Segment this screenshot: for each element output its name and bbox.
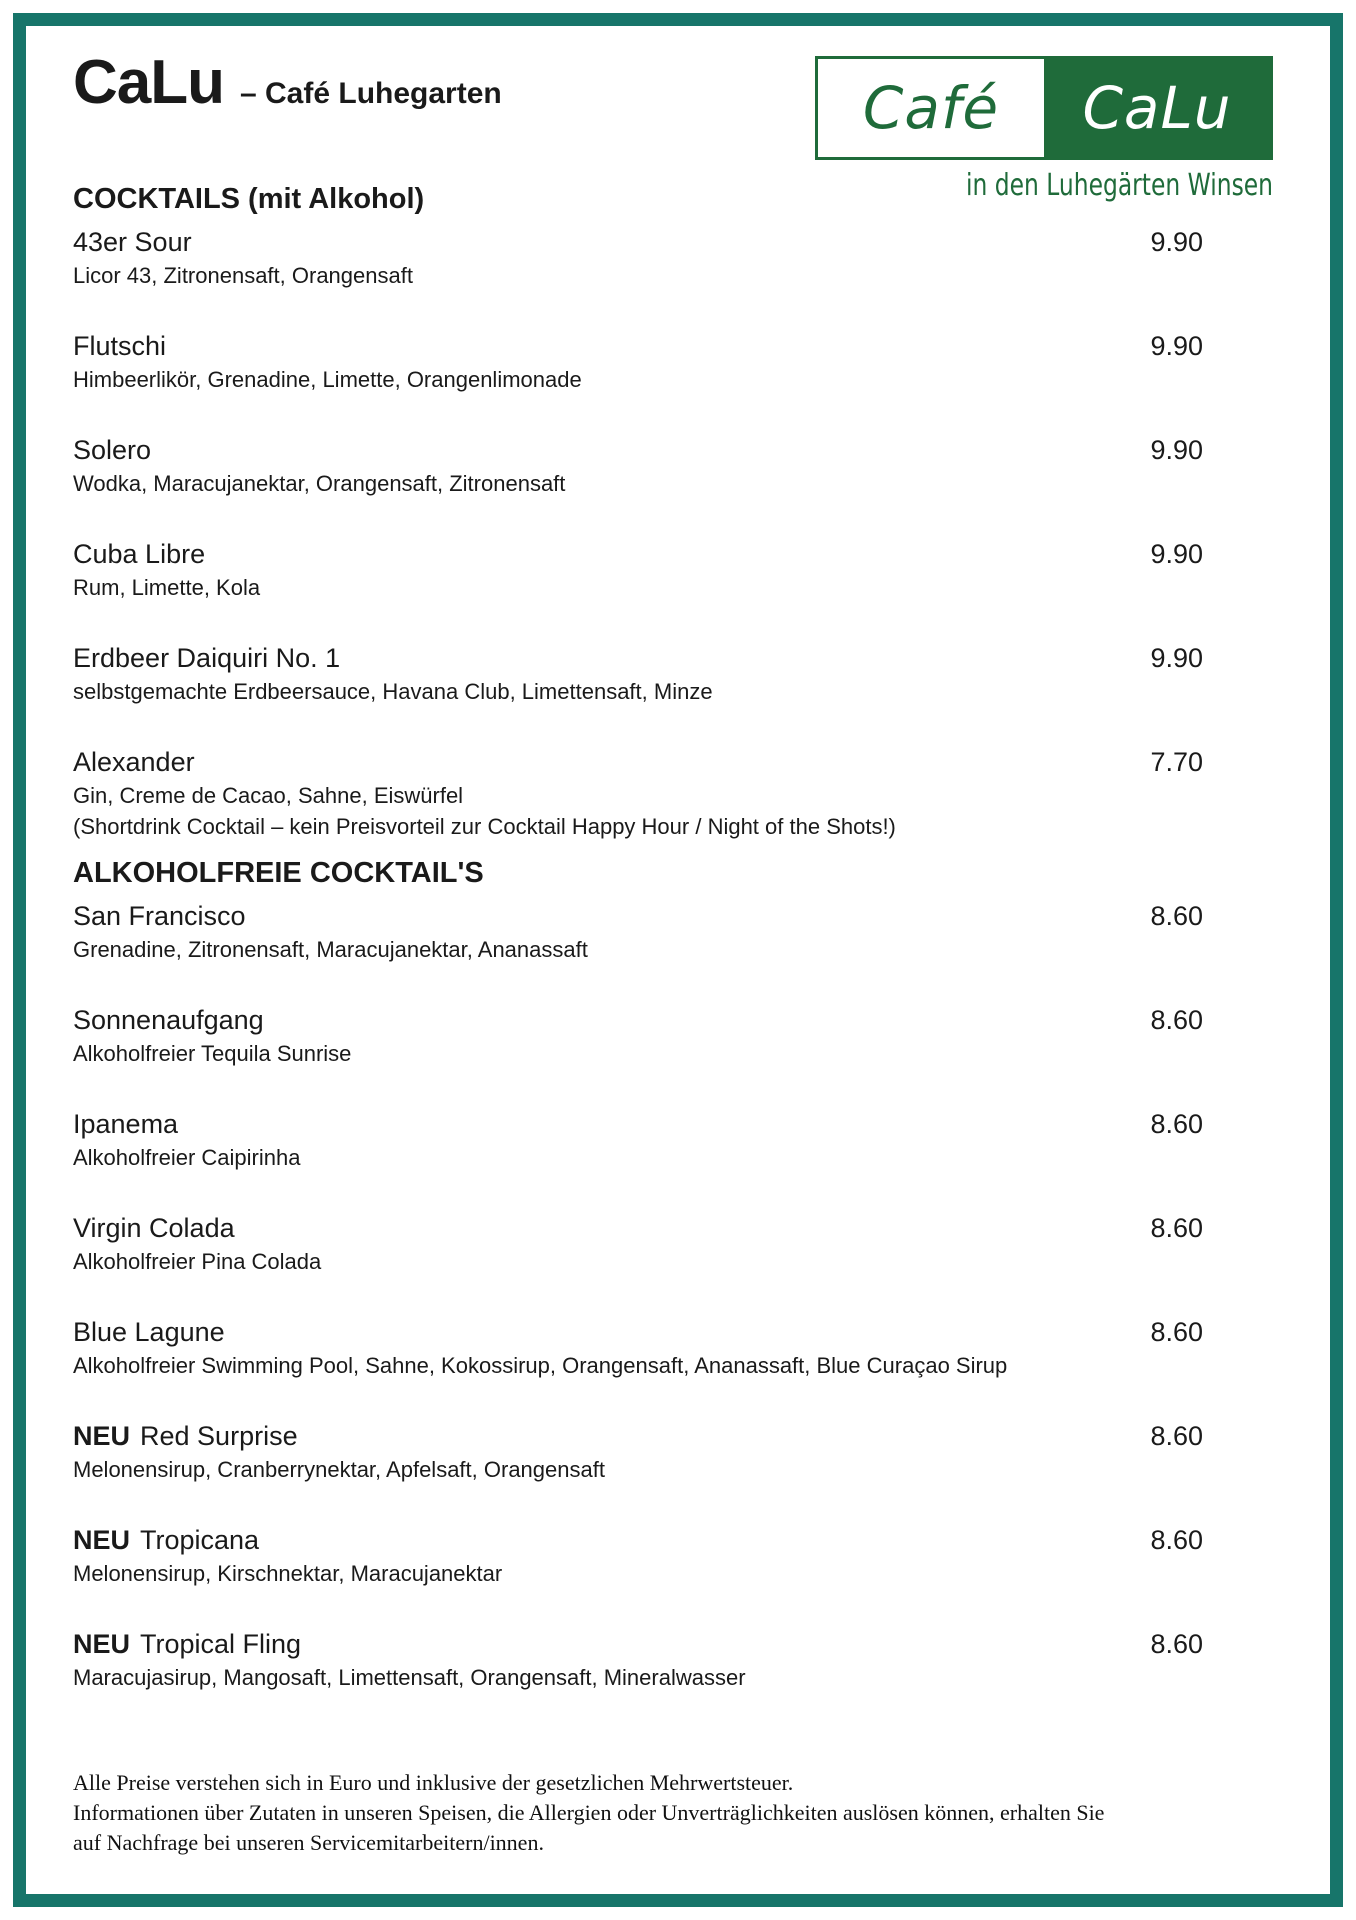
item-ingredients: Grenadine, Zitronensaft, Maracujanektar, Ananassaft — [73, 937, 588, 962]
item-name-text: Flutschi — [73, 331, 167, 361]
section-heading: ALKOHOLFREIE COCKTAIL'S — [73, 857, 484, 889]
item-ingredients: Rum, Limette, Kola — [73, 575, 261, 600]
item-ingredients: Alkoholfreier Tequila Sunrise — [73, 1041, 352, 1066]
item-ingredients: Wodka, Maracujanektar, Orangensaft, Zitronensaft — [73, 471, 566, 496]
item-price: 8.60 — [1150, 1213, 1203, 1243]
menu-item-row — [73, 1002, 1203, 1038]
item-name — [73, 536, 205, 572]
menu-item — [73, 744, 1203, 842]
item-price: 8.60 — [1150, 1005, 1203, 1035]
item-price: 8.60 — [1150, 1421, 1203, 1451]
menu-item-row — [73, 1210, 1203, 1246]
menu-item — [73, 640, 1203, 707]
item-name-text: San Francisco — [73, 901, 246, 931]
menu-item-row — [73, 898, 1203, 934]
menu-page-content — [73, 0, 1203, 1730]
page-title — [73, 0, 1203, 180]
menu-item-row — [73, 328, 1203, 364]
menu-item — [73, 1314, 1203, 1381]
item-name — [73, 1106, 178, 1142]
logo-calu-text: CaLu — [1082, 74, 1232, 142]
menu-item — [73, 898, 1203, 965]
new-badge: NEU — [73, 1629, 131, 1659]
item-price: 9.90 — [1150, 643, 1203, 673]
item-name-text: Ipanema — [73, 1109, 179, 1139]
item-name-text: Alexander — [73, 747, 195, 777]
item-name-text: Erdbeer Daiquiri No. 1 — [73, 643, 341, 673]
item-name — [73, 898, 246, 934]
footer-line: Informationen über Zutaten in unseren Speisen, die Allergien oder Unverträglichkeiten auslösen können, erhalten Sie — [73, 1800, 1105, 1825]
page-title-main: CaLu — [73, 48, 224, 117]
item-name-text: Tropical Fling — [140, 1629, 302, 1659]
item-name — [73, 1210, 235, 1246]
item-name — [73, 1626, 301, 1662]
item-name-text: Solero — [73, 435, 152, 465]
menu-item — [73, 1522, 1203, 1589]
item-name — [73, 1418, 298, 1454]
new-badge: NEU — [73, 1525, 131, 1555]
menu-item — [73, 432, 1203, 499]
menu-item-row — [73, 432, 1203, 468]
item-name — [73, 328, 166, 364]
item-price: 7.70 — [1150, 747, 1203, 777]
menu-item — [73, 224, 1203, 291]
item-name-text: Red Surprise — [140, 1421, 298, 1451]
item-ingredients: Alkoholfreier Swimming Pool, Sahne, Kokossirup, Orangensaft, Ananassaft, Blue Curaçao Sirup — [73, 1353, 1008, 1378]
item-price: 8.60 — [1150, 1317, 1203, 1347]
menu-item-row — [73, 1626, 1203, 1662]
menu-item — [73, 1106, 1203, 1173]
item-name-text: Tropicana — [140, 1525, 260, 1555]
item-ingredients: selbstgemachte Erdbeersauce, Havana Club, Limettensaft, Minze — [73, 679, 713, 704]
menu-item — [73, 536, 1203, 603]
menu-item-row — [73, 640, 1203, 676]
item-ingredients: Melonensirup, Kirschnektar, Maracujanektar — [73, 1561, 503, 1586]
footer-line: Alle Preise verstehen sich in Euro und inklusive der gesetzlichen Mehrwertsteuer. — [73, 1770, 794, 1795]
menu-item-row — [73, 1522, 1203, 1558]
item-name-text: Blue Lagune — [73, 1317, 225, 1347]
item-name-text: Sonnenaufgang — [73, 1005, 264, 1035]
item-ingredients: Maracujasirup, Mangosaft, Limettensaft, Orangensaft, Mineralwasser — [73, 1665, 746, 1690]
footer-legal-text — [73, 1768, 1301, 1858]
item-ingredients: Himbeerlikör, Grenadine, Limette, Orangenlimonade — [73, 367, 582, 392]
menu-item — [73, 328, 1203, 395]
menu-item — [73, 1210, 1203, 1277]
menu — [73, 180, 1203, 1693]
logo-cafe-text: Café — [862, 74, 1000, 142]
menu-item — [73, 1002, 1203, 1069]
menu-item-row — [73, 224, 1203, 260]
item-ingredients: Alkoholfreier Pina Colada — [73, 1249, 322, 1274]
item-price: 8.60 — [1150, 1525, 1203, 1555]
item-name — [73, 224, 192, 260]
item-price: 8.60 — [1150, 901, 1203, 931]
item-price: 8.60 — [1150, 1629, 1203, 1659]
item-ingredients: Gin, Creme de Cacao, Sahne, Eiswürfel — [73, 783, 464, 808]
item-price: 9.90 — [1150, 331, 1203, 361]
new-badge: NEU — [73, 1421, 131, 1451]
item-name — [73, 640, 340, 676]
item-ingredients: Alkoholfreier Caipirinha — [73, 1145, 301, 1170]
item-name — [73, 1522, 259, 1558]
menu-item-row — [73, 1418, 1203, 1454]
logo-tagline: in den Luhegärten Winsen — [965, 168, 1273, 203]
item-name — [73, 744, 195, 780]
menu-item-row — [73, 744, 1203, 780]
menu-item-row — [73, 536, 1203, 572]
item-note: (Shortdrink Cocktail – kein Preisvorteil zur Cocktail Happy Hour / Night of the Shots!) — [73, 814, 896, 839]
item-name-text: Cuba Libre — [73, 539, 206, 569]
menu-item-row — [73, 1314, 1203, 1350]
menu-item — [73, 1626, 1203, 1693]
item-price: 9.90 — [1150, 539, 1203, 569]
section-heading: COCKTAILS (mit Alkohol) — [73, 183, 425, 215]
item-ingredients: Licor 43, Zitronensaft, Orangensaft — [73, 263, 413, 288]
item-name-text: Virgin Colada — [73, 1213, 235, 1243]
item-price: 9.90 — [1150, 435, 1203, 465]
item-name — [73, 1002, 264, 1038]
item-price: 8.60 — [1150, 1109, 1203, 1139]
item-name — [73, 1314, 225, 1350]
item-name — [73, 432, 151, 468]
item-ingredients: Melonensirup, Cranberrynektar, Apfelsaft, Orangensaft — [73, 1457, 605, 1482]
item-name-text: 43er Sour — [73, 227, 192, 257]
item-price: 9.90 — [1150, 227, 1203, 257]
menu-item — [73, 1418, 1203, 1485]
page-title-sub: – Café Luhegarten — [240, 77, 502, 110]
menu-item-row — [73, 1106, 1203, 1142]
footer-line: auf Nachfrage bei unseren Servicemitarbeitern/innen. — [73, 1830, 544, 1855]
